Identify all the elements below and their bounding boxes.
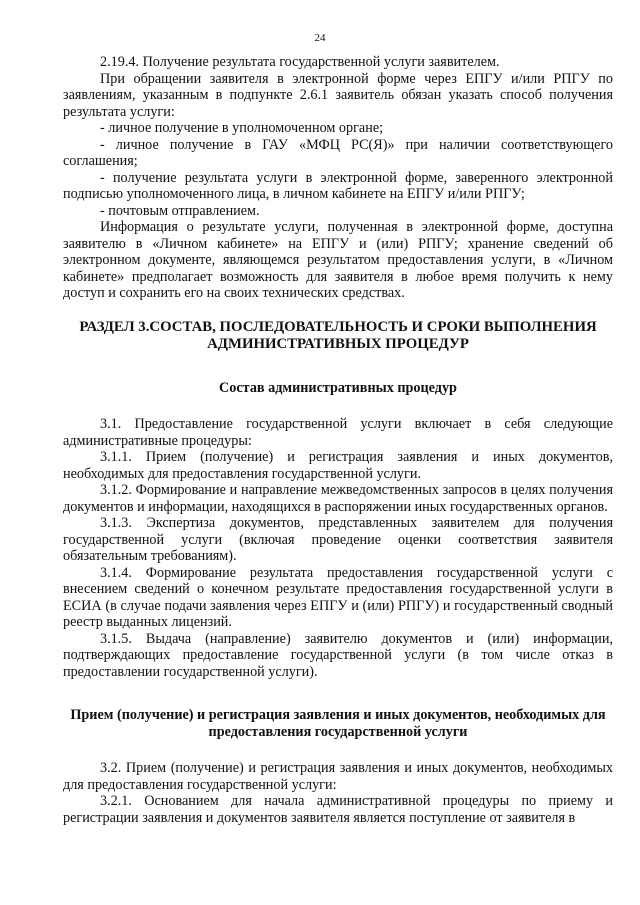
paragraph: 3.2. Прием (получение) и регистрация заявления и иных документов, необходимых для предоставления государственной услуги:: [63, 760, 613, 793]
list-item: - получение результата услуги в электронной форме, заверенного электронной подписью уполномоченного лица, в личном кабинете на ЕПГУ и/или РПГУ;: [63, 169, 613, 202]
list-item: - личное получение в уполномоченном органе;: [100, 120, 384, 136]
paragraph: 3.1.2. Формирование и направление межведомственных запросов в целях получения документов и информации, находящихся в распоряжении иных государственных органов.: [63, 482, 613, 515]
paragraph: 3.1.5. Выдача (направление) заявителю документов и (или) информации, подтверждающих предоставление государственной услуги (в том числе отказ в предоставлении государственной услуги).: [63, 630, 613, 680]
paragraph: 3.2.1. Основанием для начала административной процедуры по приему и регистрации заявления и документов заявителя является поступление от заявителя в: [63, 793, 613, 826]
section-heading: РАЗДЕЛ 3.СОСТАВ, ПОСЛЕДОВАТЕЛЬНОСТЬ И СРОКИ ВЫПОЛНЕНИЯ АДМИНИСТРАТИВНЫХ ПРОЦЕДУР: [79, 318, 597, 352]
page-number: 24: [314, 32, 326, 44]
list-item: - личное получение в ГАУ «МФЦ РС(Я)» при наличии соответствующего соглашения;: [63, 136, 613, 169]
list-item: - почтовым отправлением.: [100, 202, 260, 219]
paragraph: 3.1.1. Прием (получение) и регистрация заявления и иных документов, необходимых для предоставления государственной услуги.: [63, 449, 613, 482]
paragraph: 2.19.4. Получение результата государственной услуги заявителем.: [100, 54, 500, 70]
subheading: Состав административных процедур: [219, 379, 457, 396]
page-content: [63, 54, 613, 826]
subheading: Прием (получение) и регистрация заявления и иных документов, необходимых для предоставления государственной услуги: [70, 707, 606, 740]
paragraph: 3.1.4. Формирование результата предоставления государственной услуги с внесением сведений о конечном результате предоставления государственной услуги в ЕСИА (в случае подачи заявления через ЕПГУ и (или) РПГУ) и государственный сводный реестр выданных лицензий.: [63, 564, 613, 630]
paragraph: Информация о результате услуги, полученная в электронной форме, доступна заявителю в «Личном кабинете» на ЕПГУ и (или) РПГУ; хранение сведений об электронном документе, являющемся результатом предоставления услуги, в «Личном кабинете» предполагает возможность для заявителя в любое время получить к нему доступ и сохранить его на своих технических средствах.: [63, 219, 613, 301]
paragraph: 3.1.3. Экспертиза документов, представленных заявителем для получения государственной услуги (включая проведение оценки соответствия заявителя обязательным требованиям).: [63, 515, 613, 564]
paragraph: При обращении заявителя в электронной форме через ЕПГУ и/или РПГУ по заявлениям, указанным в подпункте 2.6.1 заявитель обязан указать способ получения результата услуги:: [63, 70, 613, 120]
paragraph: 3.1. Предоставление государственной услуги включает в себя следующие административные процедуры:: [63, 416, 613, 449]
